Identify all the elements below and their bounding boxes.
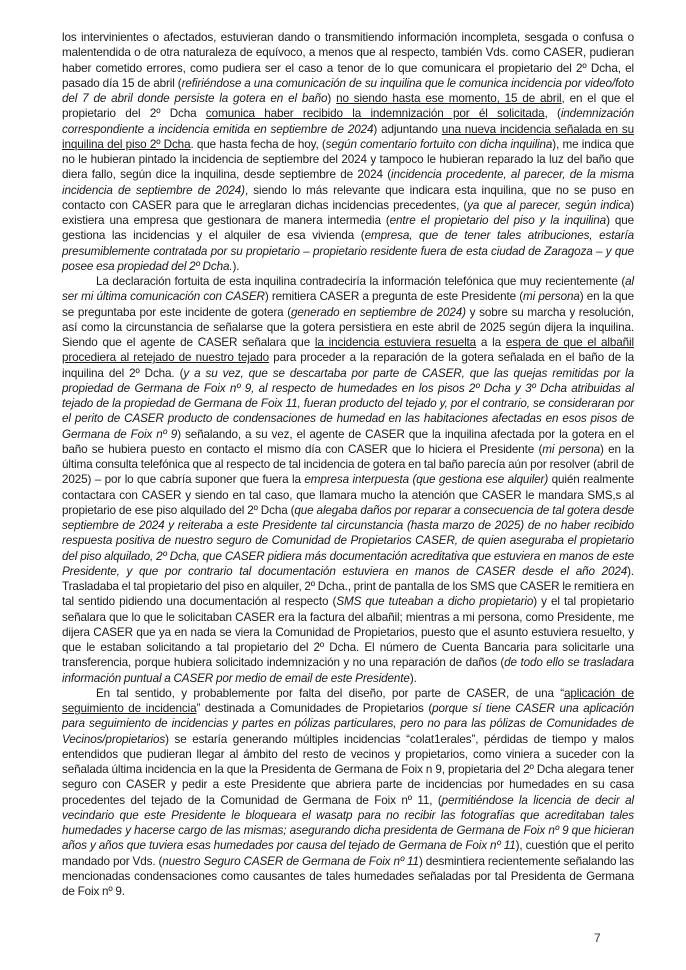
text-run-italic: SMS que tuteaban a dicho propietario [336, 595, 534, 609]
text-run-plain: ) [327, 92, 337, 105]
text-run-plain: ), cuestión que el perito mandado por Vds. ( [62, 839, 634, 868]
text-run-plain: , en el que el propietario del 2º Dcha [62, 92, 634, 121]
text-run-plain: , ( [544, 107, 561, 121]
text-run-plain: ” destinada a Comunidades de Propietarios ( [196, 702, 433, 715]
text-run-italic: porque sí tiene CASER una aplicación para seguimiento de incidencias y partes en pólizas particulares, pero no para las pólizas de Comunidades de Vecinos/propietarios [62, 702, 634, 746]
text-run-plain: quién realmente contactara con CASER y siendo en tal caso, que llamara mucho la atención que CASER le mandara SMS,s al propietario de ese piso alquilado del 2º Dcha ( [62, 473, 634, 517]
text-run-italic: empresa, que de tener tales atribuciones, estaría presumiblemente contratada por su propietario – propietario residente fuera de esta ciudad de Zaragoza – y que posee esa propiedad del 2º Dcha. [62, 229, 634, 273]
text-run-plain: ), me indica que no le hubieran pintado la incidencia de septiembre del 2024 y tampoco le hubieran reparado la luz del baño que diera fallo, según dice la inquilina, desde septiembre de 2024 ( [62, 137, 634, 182]
text-run-plain: para proceder a la reparación de la gotera señalada en el baño de la inquilina del 2º Dcha. ( [62, 351, 634, 380]
document-body [62, 30, 634, 899]
text-run-plain: , siendo lo más relevante que indicara esta inquilina, que no se puso en contacto con CASER para que le arreglaran dichas incidencias precedentes, ( [62, 183, 634, 212]
text-run-plain: ) adjuntando [373, 122, 442, 136]
text-run-plain: La declaración fortuita de esta inquilina contradeciría la información telefónica que muy recientemente ( [96, 275, 626, 288]
text-run-italic: y a su vez, que se descartaba por parte de CASER, que las quejas remitidas por la propiedad de Germana de Foix nº 9, al respecto de humedades en los pisos 2º Dcha y 3º Dcha atribuidas al tejado de la propiedad de Germana de Foix 11, fueran producto del tejado y, por el contrario, se consideraran por el perito de CASER producto de condensaciones de humedad en las habitaciones afectadas en esos pisos de Germana de Foix nº 9 [62, 366, 634, 441]
text-run-underlined: comunica haber recibido la indemnización por él solicitada [205, 107, 545, 121]
text-run-italic: al ser mi última comunicación con CASER [62, 275, 634, 304]
text-run-plain: ) remitiera CASER a pregunta de este Presidente ( [264, 290, 523, 304]
text-run-plain: ) desmintiera recientemente señalando las mencionadas condensaciones como causantes de tales humedades señaladas por tal Presidenta de Germana de Foix nº 9. [62, 854, 634, 898]
text-run-plain: ) y el tal propietario señalara que lo que le solicitaban CASER era la factura del albañil; mientras a mi persona, como Presidente, me dijera CASER que ya en nada se viera la Comunidad de Propietarios, puesto que el asunto estuviera resuelto, y que le estaban solicitando a tal propietario del 2º Dcha. El número de Cuenta Bancaria para solicitarle una transferencia, porque hubiera solicitado indemnización y no una reparación de daños ( [62, 595, 634, 670]
paragraph-en-tal-sentido [62, 686, 634, 900]
text-run-plain: . que hasta fecha de hoy, ( [190, 137, 326, 151]
text-run-plain: ) señalando, a su vez, el agente de CASER que la inquilina afectada por la gotera en el baño se hubiera puesto en contacto el mismo día con CASER que lo hiciera el Presidente ( [62, 427, 634, 456]
text-run-italic: empresa interpuesta (que gestiona ese alquiler) [304, 473, 549, 487]
paragraph-declaracion-fortuita [62, 274, 634, 686]
paragraph-continuation [62, 30, 634, 274]
text-run-italic: que alegaba daños por reparar a consecuencia de tal gotera desde septiembre de 2024 y reiteraba a este Presidente tal circunstancia (hasta marzo de 2025) de no haber recibido respuesta positiva de nuestro seguro de Comunidad de Propietarios CASER, de quien aseguraba el propietario del piso alquilado, 2º Dcha, que CASER pidiera más documentación acreditativa que estuviera en manos de este Presidente, y que por contrario tal documentación estuviera en manos de CASER desde el año 2024 [62, 503, 634, 578]
text-run-italic: según comentario fortuito con dicha inquilina [325, 137, 553, 151]
text-run-italic: indemnización correspondiente a incidencia emitida en septiembre de 2024 [62, 107, 634, 136]
text-run-italic: nuestro Seguro CASER de Germana de Foix nº 11 [162, 854, 419, 868]
text-run-italic: generado en septiembre de 2024) [291, 305, 466, 319]
text-run-plain: los intervinientes o afectados, estuvieran dando o transmitiendo información incompleta, sesgada o confusa o malentendida o de otra naturaleza de equívoco, a menos que al respecto, también Vds. como CASER, pudieran haber cometido errores, como pudiera ser el caso a tenor de lo que comunicara el propietario del 2º Dcha, el pasado día 15 de abril ( [62, 31, 634, 90]
text-run-italic: entre el propietario del piso y la inquilina [389, 214, 607, 227]
text-run-underlined: una nueva incidencia señalada en su inquilina del piso 2º Dcha [62, 122, 634, 151]
text-run-italic: incidencia procedente, al parecer, de la misma incidencia de septiembre de 2024) [62, 168, 634, 197]
text-run-underlined: aplicación de seguimiento de incidencia [62, 686, 634, 715]
text-run-plain: ) existiera una empresa que gestionara de manera intermedia ( [62, 198, 634, 227]
text-run-plain: y sobre su marcha y resolución, así como la circunstancia de señalarse que la gotera persistiera en este abril de 2025 según dijera la inquilina. Siendo que el agente de CASER señalara que [62, 305, 634, 349]
text-run-italic: mi persona [522, 290, 580, 304]
text-run-italic: de todo ello se trasladara información puntual a CASER por medio de email de este Presidente [62, 656, 634, 685]
text-run-plain: ) en la última consulta telefónica que al respecto de tal incidencia de gotera en tal baño parecía aún por resolver (abril de 2025) – por lo que cabría suponer que fuera la [62, 442, 634, 487]
text-run-italic: ya que al parecer, según indica [467, 198, 631, 212]
text-run-plain: ) en la que se preguntaba por este incidente de gotera ( [62, 290, 634, 319]
text-run-italic: mi persona [542, 442, 601, 456]
text-run-plain: a la [476, 336, 506, 349]
text-run-underlined: la incidencia estuviera resuelta [314, 336, 477, 349]
text-run-plain: En tal sentido, y probablemente por falta del diseño, por parte de CASER, de una “ [96, 686, 565, 700]
page-number: 7 [594, 931, 601, 945]
text-run-underlined: no siendo hasta ese momento, 15 de abril [336, 92, 562, 105]
text-run-plain: ). [409, 671, 417, 685]
text-run-plain: ). Trasladaba el tal propietario del piso en alquiler, 2º Dcha., print de pantalla de los SMS que CASER le remitiera en tal sentido pidiendo una documentación al respecto ( [62, 564, 634, 609]
text-run-underlined: espera de que el albañil procediera al retejado de nuestro tejado [62, 336, 634, 365]
text-run-italic: permitiéndose la licencia de decir al vecindario que este Presidente le bloqueara el wasatp para no recibir las fotografías que acreditaban tales humedades y hacerse cargo de las mismas; asegurando dicha presidenta de Germana de Foix nº 9 que hicieran años y años que tuviera esas humedades por causa del tejado de Germana de Foix nº 11 [62, 793, 634, 853]
text-run-plain: ) que gestiona las incidencias y el alquiler de esa vivienda ( [62, 214, 634, 243]
text-run-plain: ). [232, 259, 240, 273]
text-run-italic: refiriéndose a una comunicación de su inquilina que le comunica incidencia por video/foto del 7 de abril donde persiste la gotera en el baño [62, 76, 634, 105]
text-run-plain: ) se estaría generando múltiples incidencias “colat1erales”, pérdidas de tiempo y malos entendidos que pudieran llegar al ámbito del resto de vecinos y propietarios, como viniera a suceder con la señalada última incidencia en la que la Presidenta de Germana de Foix n 9, propietaria del 2º Dcha alegara tener seguro con CASER y pedir a este Presidente que abriera parte de incidencias por humedades en su casa procedentes del tejado de la Comunidad de Germana de Foix nº 11, ( [62, 732, 634, 807]
